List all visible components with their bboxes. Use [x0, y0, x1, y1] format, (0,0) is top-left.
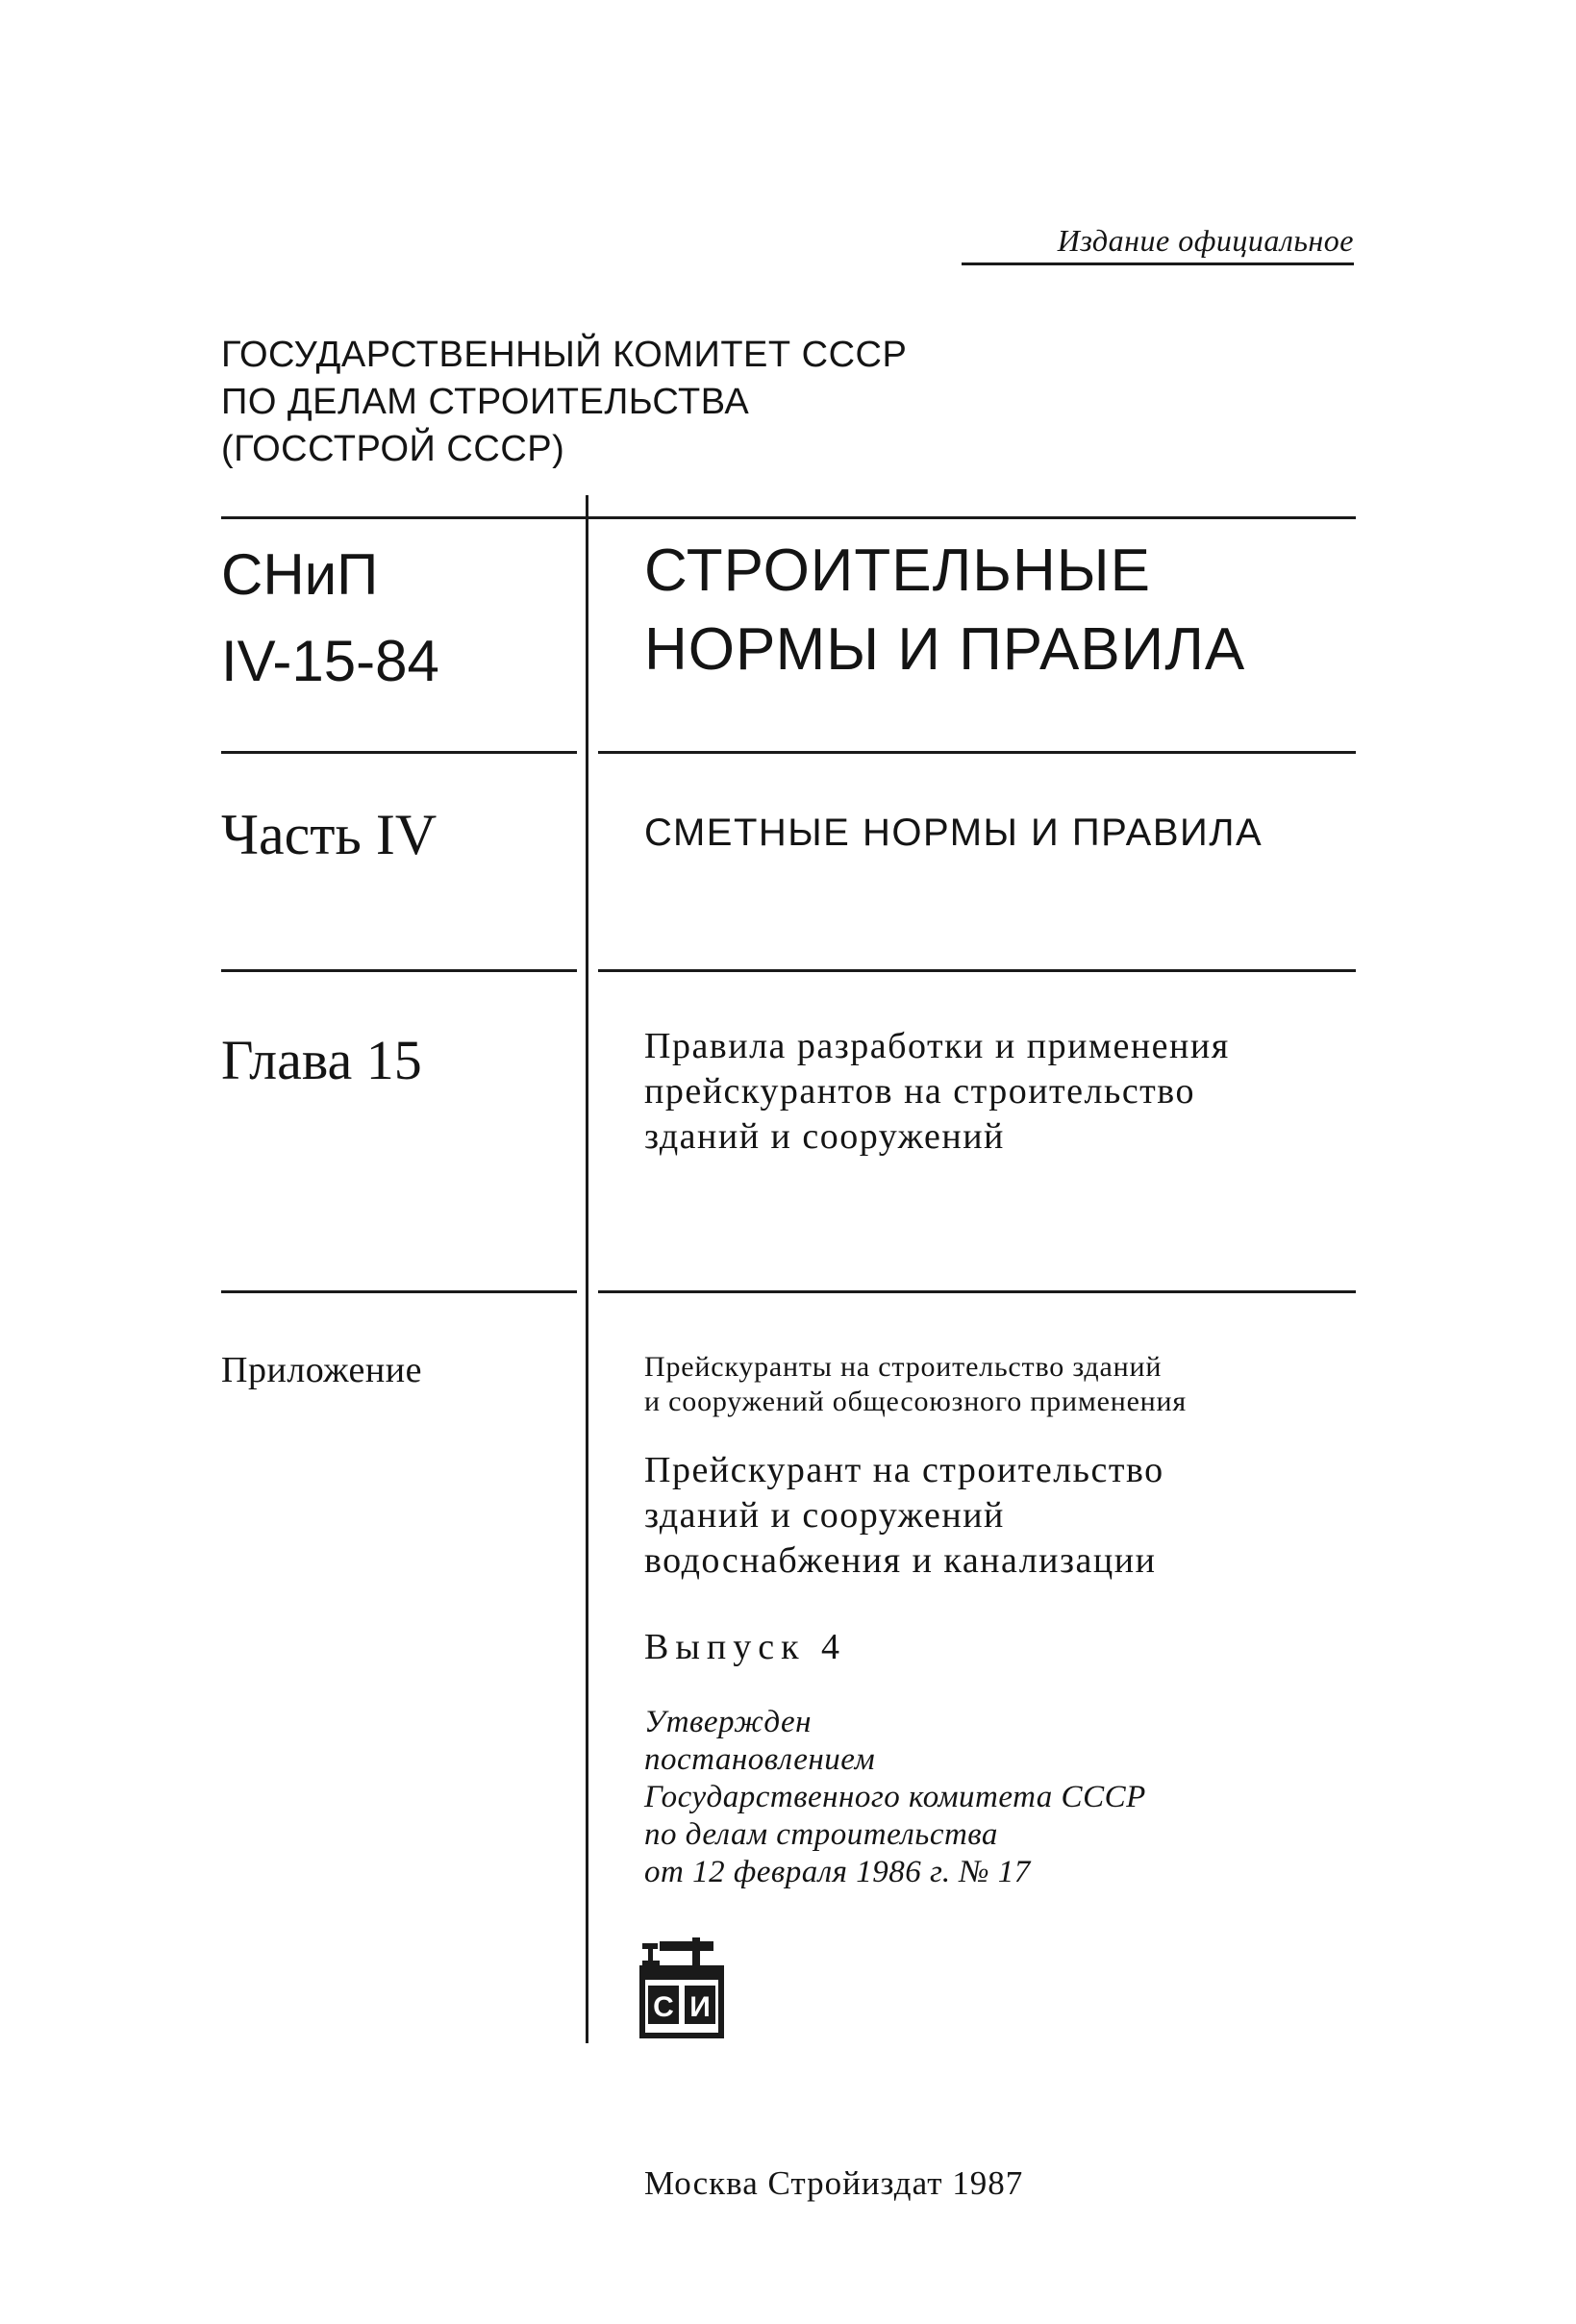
publisher-logo-icon [635, 1937, 740, 2043]
rule-right-1 [598, 751, 1356, 754]
organization-block [221, 332, 907, 473]
chapter-title-line: Правила разработки и применения [644, 1026, 1230, 1066]
rule-right-3 [598, 1290, 1356, 1293]
chapter-label: Глава 15 [221, 1029, 422, 1091]
rule-left-2 [221, 969, 577, 972]
issue-number: Выпуск 4 [644, 1627, 847, 1667]
edition-label: Издание официальное [962, 223, 1354, 265]
approval-line: Утвержден [644, 1705, 812, 1739]
rule-left-1 [221, 751, 577, 754]
chapter-title-line: прейскурантов на строительство [644, 1071, 1195, 1112]
document-title [644, 532, 1245, 689]
imprint: Москва Стройиздат 1987 [644, 2164, 1024, 2202]
part-title: СМЕТНЫЕ НОРМЫ И ПРАВИЛА [644, 812, 1263, 854]
series-title-line: Прейскуранты на строительство зданий [644, 1351, 1163, 1383]
organization-line: ПО ДЕЛАМ СТРОИТЕЛЬСТВА [221, 382, 750, 422]
approval-line: от 12 февраля 1986 г. № 17 [644, 1855, 1031, 1889]
approval-note [644, 1704, 1146, 1891]
series-title-line: и сооружений общесоюзного применения [644, 1386, 1187, 1417]
column-divider [586, 495, 588, 2043]
chapter-title-line: зданий и сооружений [644, 1116, 1005, 1157]
organization-line: (ГОССТРОЙ СССР) [221, 429, 565, 469]
approval-line: по делам строительства [644, 1817, 998, 1852]
organization-line: ГОСУДАРСТВЕННЫЙ КОМИТЕТ СССР [221, 335, 908, 375]
pricelist-title-line: Прейскурант на строительство [644, 1450, 1164, 1490]
document-code [221, 532, 439, 705]
pricelist-title-line: зданий и сооружений [644, 1495, 1005, 1536]
rule-left-3 [221, 1290, 577, 1293]
document-title-line: СТРОИТЕЛЬНЫЕ [644, 537, 1151, 604]
chapter-title [644, 1024, 1230, 1160]
document-code-line: IV-15-84 [221, 629, 439, 693]
approval-line: постановлением [644, 1742, 876, 1777]
pricelist-title-line: водоснабжения и канализации [644, 1540, 1157, 1581]
logo-letter: С [653, 1991, 674, 2023]
series-title [644, 1350, 1187, 1419]
appendix-label: Приложение [221, 1350, 422, 1390]
pricelist-title [644, 1448, 1164, 1584]
part-label: Часть IV [221, 803, 438, 866]
top-rule [221, 516, 1356, 519]
document-code-line: СНиП [221, 542, 379, 607]
rule-right-2 [598, 969, 1356, 972]
logo-letter: И [689, 1991, 711, 2023]
approval-line: Государственного комитета СССР [644, 1780, 1146, 1814]
document-title-line: НОРМЫ И ПРАВИЛА [644, 616, 1246, 683]
